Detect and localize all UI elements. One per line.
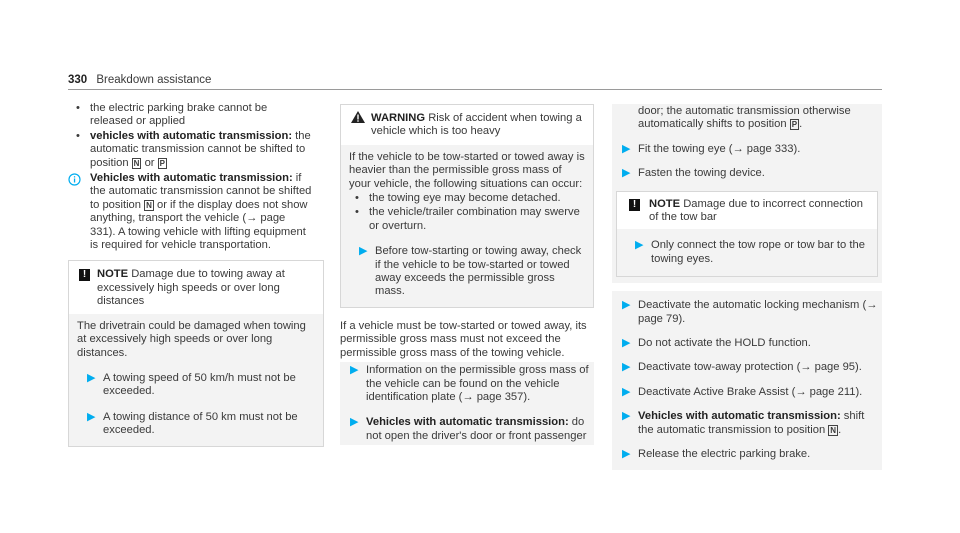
- list-item: • the vehicle/trailer combination may swerve or overturn.: [355, 206, 580, 232]
- page-number: 330: [68, 74, 88, 86]
- info-icon: [68, 173, 81, 186]
- step: ▶ Deactivate tow-away protection (→ page 95).: [622, 361, 862, 374]
- note-box: [68, 260, 324, 446]
- header-rule: [68, 89, 882, 90]
- step: ▶ Deactivate the automatic locking mechanism (→ page 79).: [622, 299, 878, 325]
- play-arrow-icon: ▶: [622, 299, 631, 312]
- play-arrow-icon: ▶: [359, 245, 368, 258]
- step: ▶ Do not activate the HOLD function.: [622, 337, 811, 350]
- play-arrow-icon: ▶: [350, 364, 359, 377]
- list-item: • vehicles with automatic transmission: the automatic transmission cannot be shifted to position N or P: [76, 129, 311, 169]
- gear-p-icon: P: [791, 120, 798, 130]
- paragraph: If a vehicle must be tow-started or towed away, its permissible gross mass must not exceed the permissible gross mass of the towing vehicle.: [340, 319, 587, 359]
- page-ref-link[interactable]: → page 333).: [732, 142, 801, 155]
- play-arrow-icon: ▶: [350, 416, 359, 429]
- gear-p-icon: P: [159, 158, 165, 168]
- bullet-dot: •: [76, 129, 80, 142]
- continuation-text: door; the automatic transmission otherwise automatically shifts to position P .: [638, 105, 851, 131]
- warning-body: If the vehicle to be tow-started or towed away is heavier than the permissible gross mass of your vehicle, the following situations can occur: • the towing eye may become detached. • the vehicle/trailer combination may swerve or overturn. ▶ Before tow-starting or towing away, check if the vehicle to be tow-started or towed away exceeds the permissible gross mass.: [341, 145, 593, 307]
- bullet-dot: •: [355, 206, 359, 219]
- page-ref-link[interactable]: → page 357).: [462, 390, 531, 403]
- page-ref-link[interactable]: → page 331).: [90, 212, 286, 238]
- step-group: [612, 291, 882, 469]
- section-title: Breakdown assistance: [96, 74, 212, 86]
- warning-box: [340, 104, 594, 308]
- list-item: • the electric parking brake cannot be released or applied: [76, 102, 268, 128]
- gear-n-icon: N: [146, 200, 152, 210]
- note-body: The drivetrain could be damaged when towing at excessively high speeds or over long distances. ▶ A towing speed of 50 km/h must not be exceeded. ▶ A towing distance of 50 km must not be exceeded.: [69, 314, 323, 446]
- exclamation-icon: !: [629, 199, 640, 211]
- column-3: [612, 104, 882, 470]
- play-arrow-icon: ▶: [622, 142, 631, 155]
- page-ref-link[interactable]: → page 95).: [800, 361, 862, 374]
- note-header: ! NOTE Damage due to incorrect connection of the tow bar: [617, 192, 877, 230]
- warning-header: WARNING Risk of accident when towing a vehicle which is too heavy: [341, 105, 593, 145]
- step: ▶ Deactivate Active Brake Assist (→ page 211).: [622, 385, 863, 398]
- gear-n-icon: N: [830, 425, 837, 435]
- step: ▶ Release the electric parking brake.: [622, 448, 811, 461]
- play-arrow-icon: ▶: [622, 448, 631, 461]
- play-arrow-icon: ▶: [87, 410, 96, 423]
- note-box: [616, 191, 878, 278]
- bullet-dot: •: [76, 102, 80, 114]
- play-arrow-icon: ▶: [622, 385, 631, 398]
- play-arrow-icon: ▶: [635, 239, 644, 252]
- page-ref-link[interactable]: → page 79).: [638, 299, 878, 325]
- page-header: [68, 74, 211, 87]
- step: ▶ Vehicles with automatic transmission: shift the automatic transmission to position N .: [622, 410, 865, 436]
- step: ▶ Vehicles with automatic transmission: do not open the driver's door or front passenger: [350, 416, 587, 442]
- column-2: [340, 104, 594, 445]
- play-arrow-icon: ▶: [622, 337, 631, 350]
- play-arrow-icon: ▶: [622, 361, 631, 374]
- step-group: [612, 104, 882, 283]
- exclamation-icon: !: [79, 269, 90, 281]
- play-arrow-icon: ▶: [622, 410, 631, 423]
- page-ref-link[interactable]: → page 211).: [795, 385, 863, 398]
- gear-n-icon: N: [133, 158, 140, 168]
- note-body: [617, 229, 877, 276]
- step: ▶ Only connect the tow rope or tow bar to the towing eyes.: [635, 239, 865, 265]
- step: ▶ Information on the permissible gross mass of the vehicle can be found on the vehicle identification plate (→ page 357).: [350, 364, 589, 403]
- warning-triangle-icon: [351, 111, 365, 123]
- list-item: • the towing eye may become detached.: [355, 192, 561, 205]
- step: ▶ Fasten the towing device.: [622, 167, 765, 180]
- step: ▶ Fit the towing eye (→ page 333).: [622, 142, 801, 155]
- step-group: [340, 362, 594, 445]
- info-block: Vehicles with automatic transmission: if the automatic transmission cannot be shifted to position N or if the display does not show anything, transport the vehicle (→ page 331). A towing vehicle with lifting equipment is required for vehicle transportation.: [68, 172, 312, 252]
- bullet-dot: •: [355, 192, 359, 205]
- step: ▶ Before tow-starting or towing away, check if the vehicle to be tow-started or towed away exceeds the permissible gross mass.: [359, 245, 582, 298]
- step: ▶ A towing distance of 50 km must not be exceeded.: [87, 410, 298, 437]
- play-arrow-icon: ▶: [622, 167, 631, 180]
- note-header: ! NOTE Damage due to towing away at excessively high speeds or over long distances: [69, 261, 323, 313]
- column-1: [68, 102, 324, 447]
- play-arrow-icon: ▶: [87, 371, 96, 384]
- step: ▶ A towing speed of 50 km/h must not be exceeded.: [87, 371, 296, 398]
